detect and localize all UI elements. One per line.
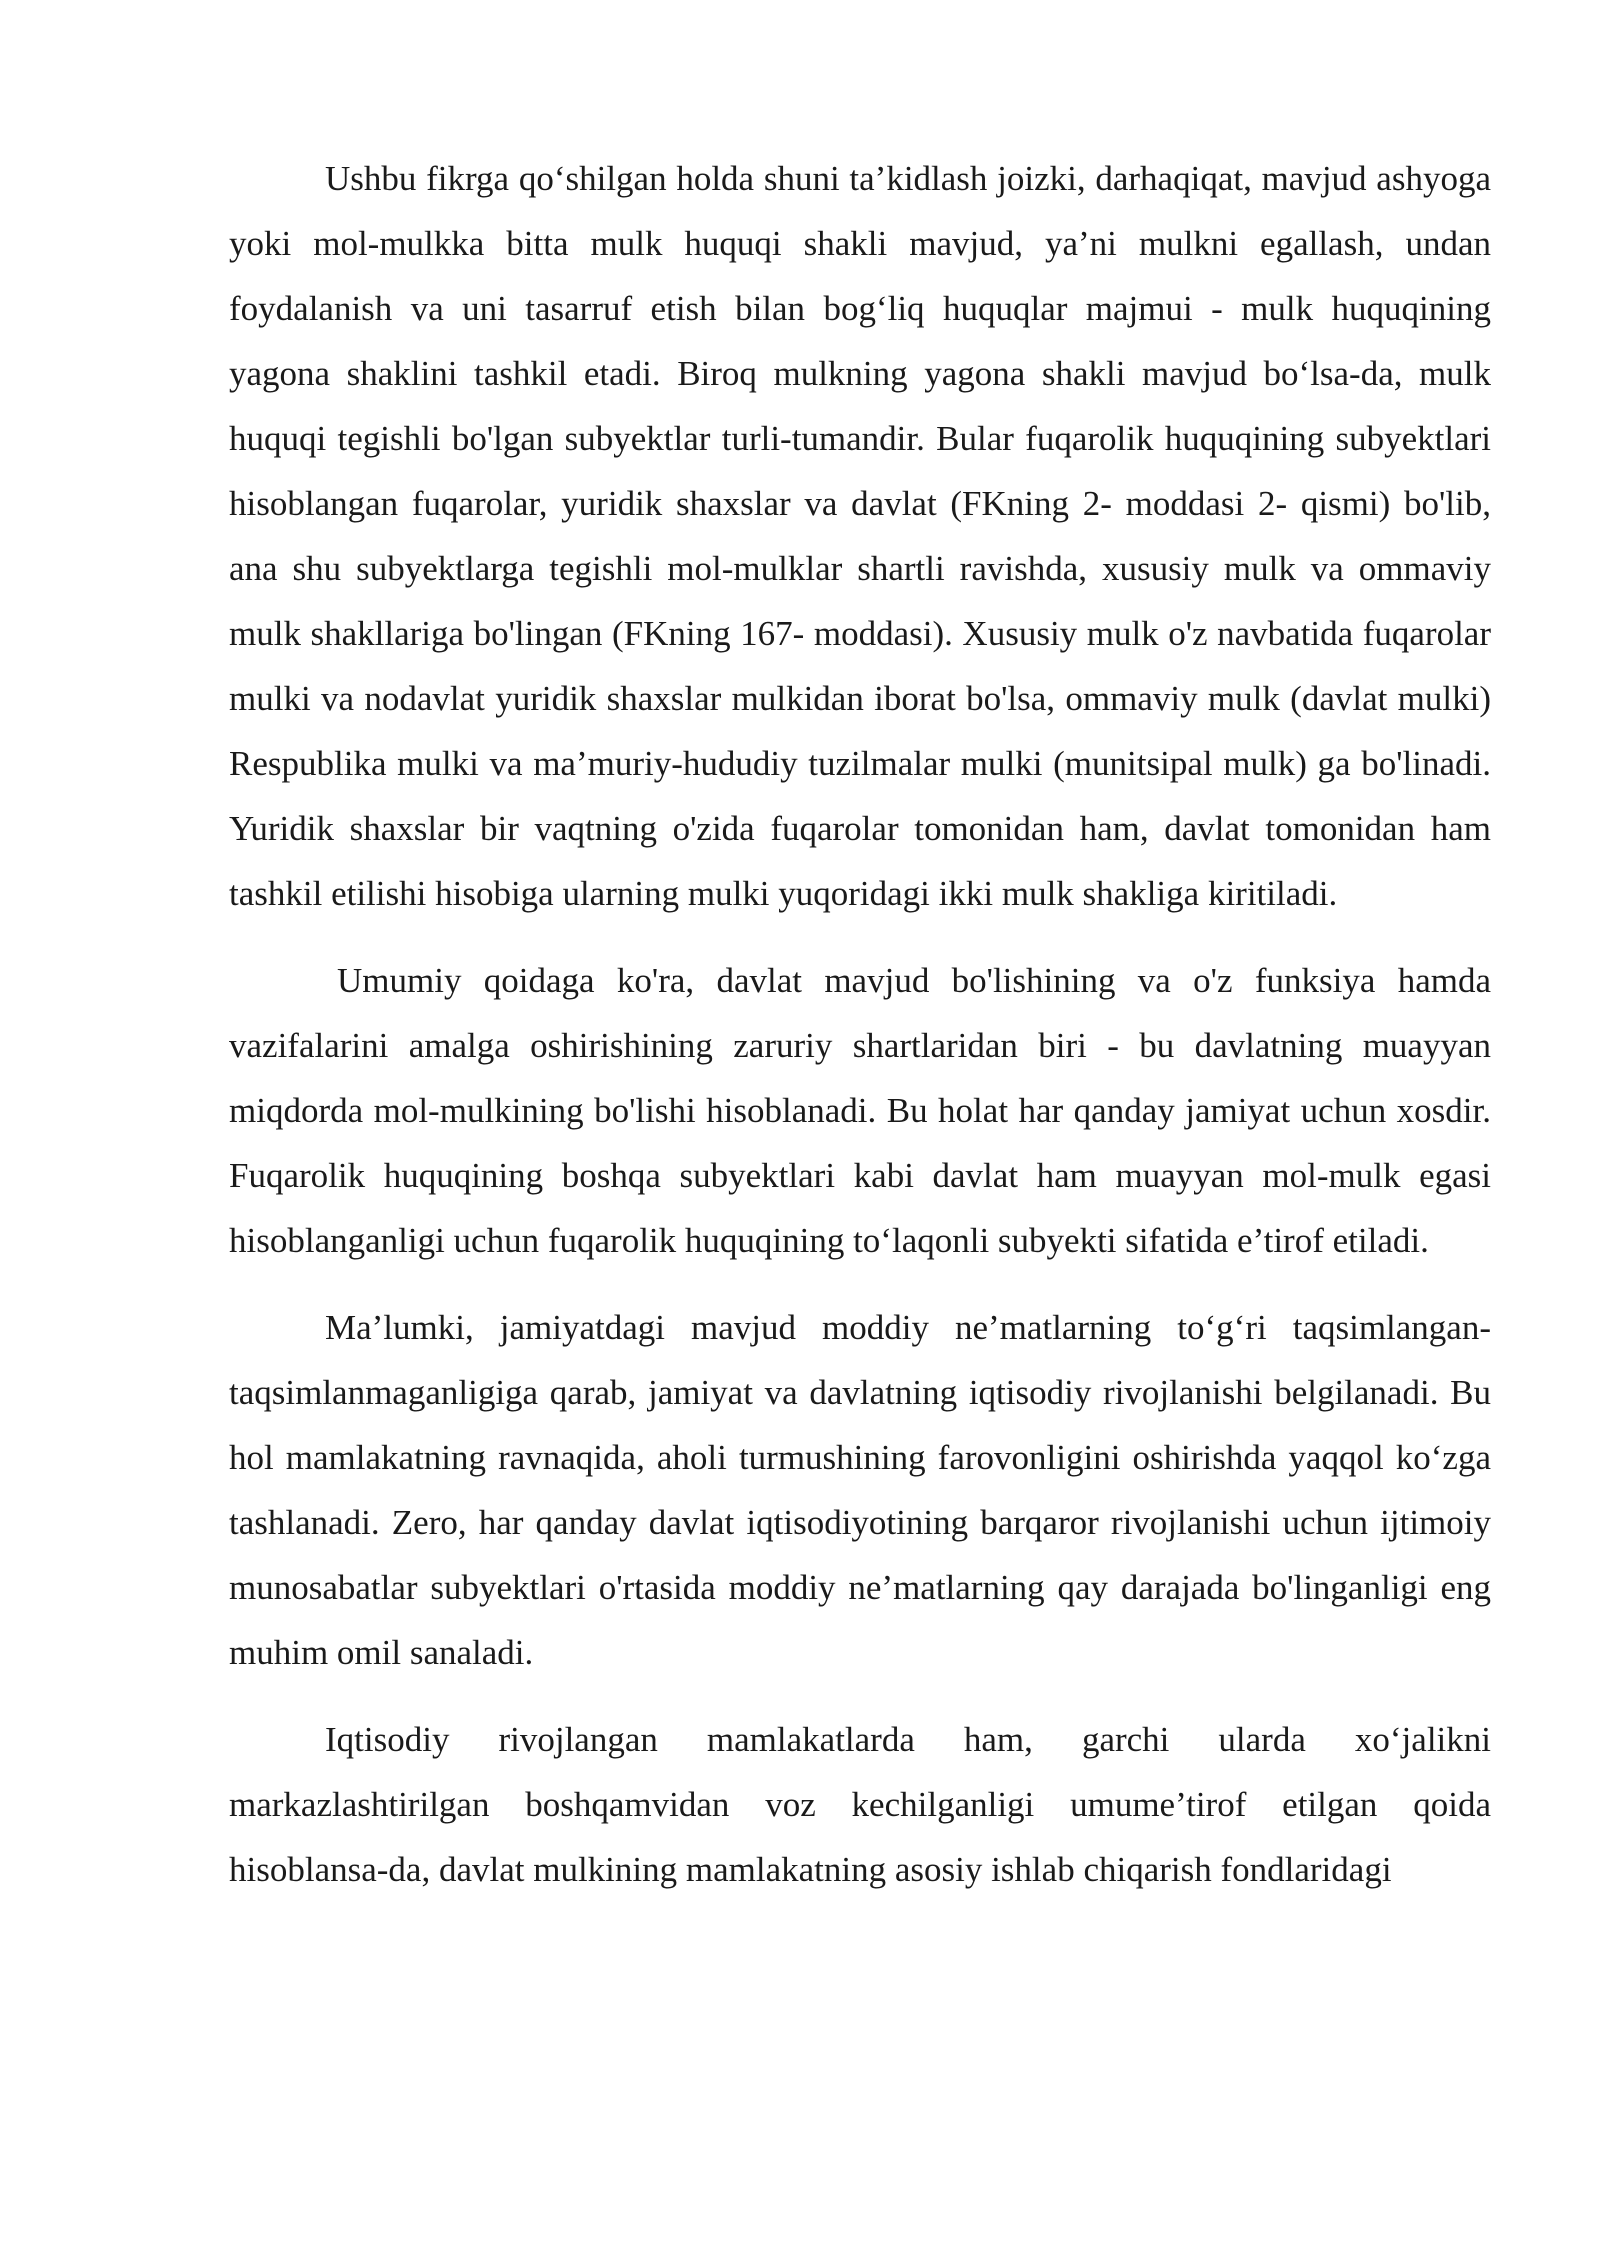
paragraph-2: Umumiy qoidaga ko'ra, davlat mavjud bo'lishining va o'z funksiya hamda vazifalarini amalga oshirishining zaruriy shartlaridan biri - bu davlatning muayyan miqdorda mol-mulkining bo'lishi hisoblanadi. Bu holat har qanday jamiyat uchun xosdir. Fuqarolik huquqining boshqa subyektlari kabi davlat ham muayyan mol-mulk egasi hisoblanganligi uchun fuqarolik huquqining to‘laqonli subyekti sifatida e’tirof etiladi. bbox=[229, 961, 1491, 1260]
paragraph-1: Ushbu fikrga qo‘shilgan holda shuni ta’kidlash joizki, darhaqiqat, mavjud ashyoga yoki mol-mulkka bitta mulk huquqi shakli mavjud, ya’ni mulkni egallash, undan foydalanish va uni tasarruf etish bilan bog‘liq huquqlar majmui - mulk huquqining yagona shaklini tashkil etadi. Biroq mulkning yagona shakli mavjud bo‘lsa-da, mulk huquqi tegishli bo'lgan subyektlar turli-tumandir. Bular fuqarolik huquqining subyektlari hisoblangan fuqarolar, yuridik shaxslar va davlat (FKning 2- moddasi 2- qismi) bo'lib, ana shu subyektlarga tegishli mol-mulklar shartli ravishda, xususiy mulk va ommaviy mulk shakllariga bo'lingan (FKning 167- moddasi). Xususiy mulk o'z navbatida fuqarolar mulki va nodavlat yuridik shaxslar mulkidan iborat bo'lsa, ommaviy mulk (davlat mulki) Respublika mulki va ma’muriy-hududiy tuzilmalar mulki (munitsipal mulk) ga bo'linadi. Yuridik shaxslar bir vaqtning o'zida fuqarolar tomonidan ham, davlat tomonidan ham tashkil etilishi hisobiga ularning mulki yuqoridagi ikki mulk shakliga kiritiladi. bbox=[229, 159, 1491, 913]
document-body bbox=[229, 146, 1491, 1924]
paragraph-3: Ma’lumki, jamiyatdagi mavjud moddiy ne’matlarning to‘g‘ri taqsimlangan-taqsimlanmaganligiga qarab, jamiyat va davlatning iqtisodiy rivojlanishi belgilanadi. Bu hol mamlakatning ravnaqida, aholi turmushining farovonligini oshirishda yaqqol ko‘zga tashlanadi. Zero, har qanday davlat iqtisodiyotining barqaror rivojlanishi uchun ijtimoiy munosabatlar subyektlari o'rtasida moddiy ne’matlarning qay darajada bo'linganligi eng muhim omil sanaladi. bbox=[229, 1308, 1491, 1672]
paragraph-4: Iqtisodiy rivojlangan mamlakatlarda ham, garchi ularda xo‘jalikni markazlashtirilgan boshqamvidan voz kechilganligi umume’tirof etilgan qoida hisoblansa-da, davlat mulkining mamlakatning asosiy ishlab chiqarish fondlaridagi bbox=[229, 1720, 1491, 1889]
